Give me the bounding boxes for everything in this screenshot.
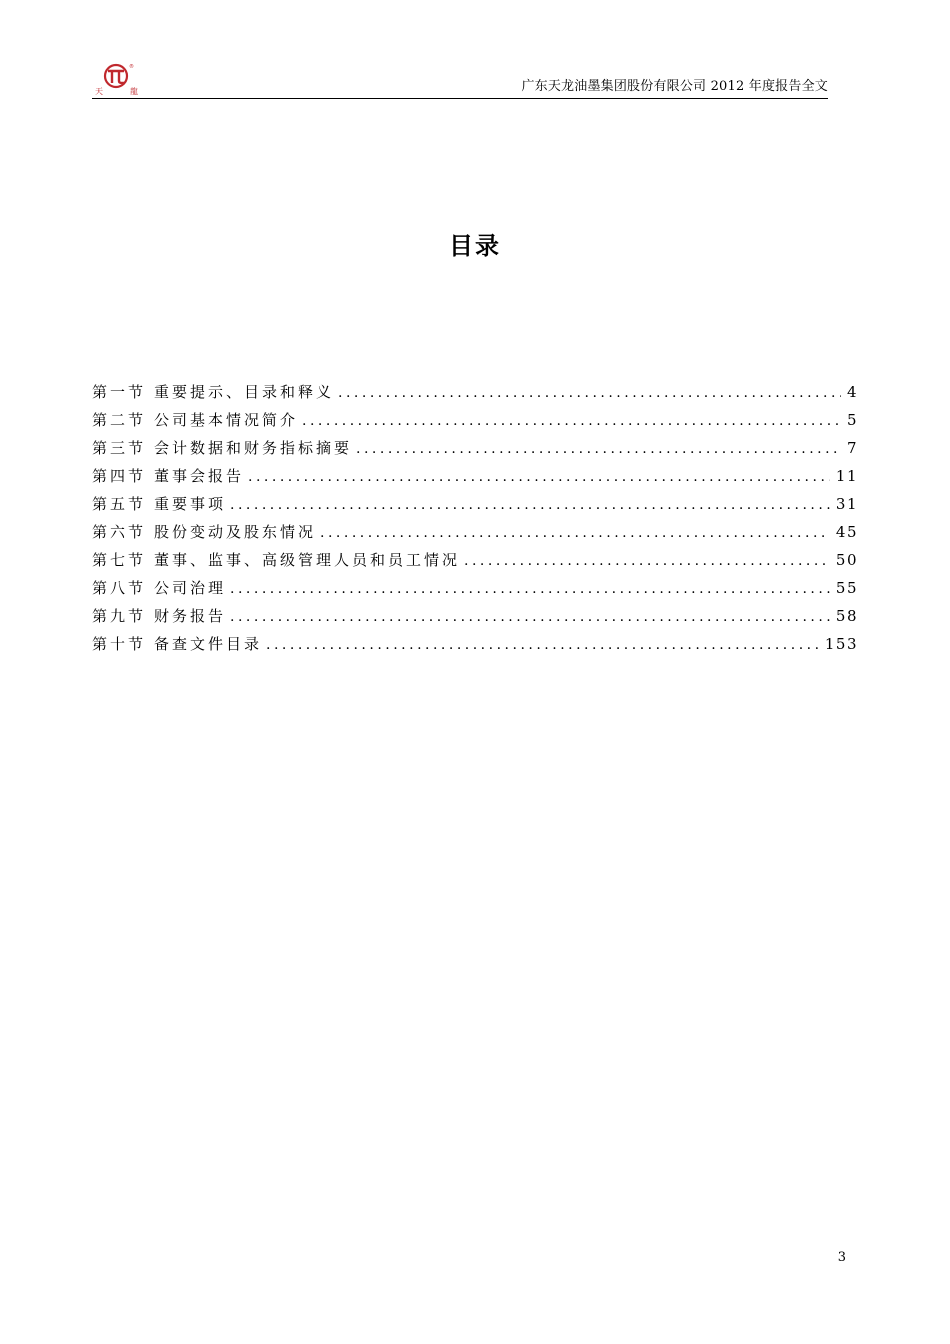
toc-section-number: 第一节 — [92, 383, 147, 401]
toc-dot-leader — [230, 609, 830, 625]
toc-dot-leader — [302, 413, 841, 429]
toc-page-number: 5 — [846, 411, 858, 429]
toc-section-label: 会计数据和财务指标摘要 — [154, 439, 353, 457]
toc-entry[interactable] — [92, 465, 858, 493]
toc-section-label: 财务报告 — [154, 607, 227, 625]
page-header — [92, 60, 828, 99]
toc-page-number: 11 — [835, 467, 858, 485]
toc-page-number: 31 — [835, 495, 858, 513]
toc-entry[interactable] — [92, 521, 858, 549]
toc-page-number: 55 — [835, 579, 858, 597]
toc-section-label: 董事、监事、高级管理人员和员工情况 — [154, 551, 461, 569]
table-of-contents — [92, 381, 858, 661]
toc-entry[interactable] — [92, 549, 858, 577]
company-logo — [92, 62, 142, 96]
toc-dot-leader — [464, 553, 830, 569]
toc-dot-leader — [356, 441, 841, 457]
toc-section-label: 备查文件目录 — [154, 635, 263, 653]
toc-entry[interactable] — [92, 381, 858, 409]
toc-entry[interactable] — [92, 577, 858, 605]
svg-text:®: ® — [129, 64, 134, 70]
toc-section-number: 第九节 — [92, 607, 147, 625]
toc-page-number: 50 — [835, 551, 858, 569]
toc-dot-leader — [248, 469, 830, 485]
toc-dot-leader — [320, 525, 830, 541]
toc-section-label: 董事会报告 — [154, 467, 245, 485]
toc-section-number: 第五节 — [92, 495, 147, 513]
toc-page-number: 58 — [835, 607, 858, 625]
toc-section-number: 第七节 — [92, 551, 147, 569]
toc-section-number: 第六节 — [92, 523, 147, 541]
toc-entry[interactable] — [92, 605, 858, 633]
toc-dot-leader — [230, 581, 830, 597]
toc-entry[interactable] — [92, 409, 858, 437]
toc-entry[interactable] — [92, 633, 858, 661]
toc-section-label: 公司基本情况简介 — [154, 411, 299, 429]
toc-page-number: 153 — [824, 635, 858, 653]
toc-section-label: 重要事项 — [154, 495, 227, 513]
toc-section-number: 第八节 — [92, 579, 147, 597]
toc-section-label: 公司治理 — [154, 579, 227, 597]
toc-dot-leader — [230, 497, 830, 513]
toc-section-label: 重要提示、目录和释义 — [154, 383, 335, 401]
logo-char-left: 天 — [95, 87, 103, 96]
toc-entry[interactable] — [92, 493, 858, 521]
toc-entry[interactable] — [92, 437, 858, 465]
toc-section-number: 第三节 — [92, 439, 147, 457]
toc-page-number: 45 — [835, 523, 858, 541]
toc-section-number: 第十节 — [92, 635, 147, 653]
toc-section-number: 第二节 — [92, 411, 147, 429]
toc-dot-leader — [338, 385, 841, 401]
toc-dot-leader — [266, 637, 819, 653]
header-title: 广东天龙油墨集团股份有限公司 2012 年度报告全文 — [521, 79, 828, 94]
page-number: 3 — [837, 1250, 846, 1265]
toc-page-number: 4 — [846, 383, 858, 401]
toc-title: 目录 — [449, 232, 501, 260]
toc-section-label: 股份变动及股东情况 — [154, 523, 317, 541]
toc-section-number: 第四节 — [92, 467, 147, 485]
toc-page-number: 7 — [846, 439, 858, 457]
logo-char-right: 龍 — [130, 87, 138, 96]
